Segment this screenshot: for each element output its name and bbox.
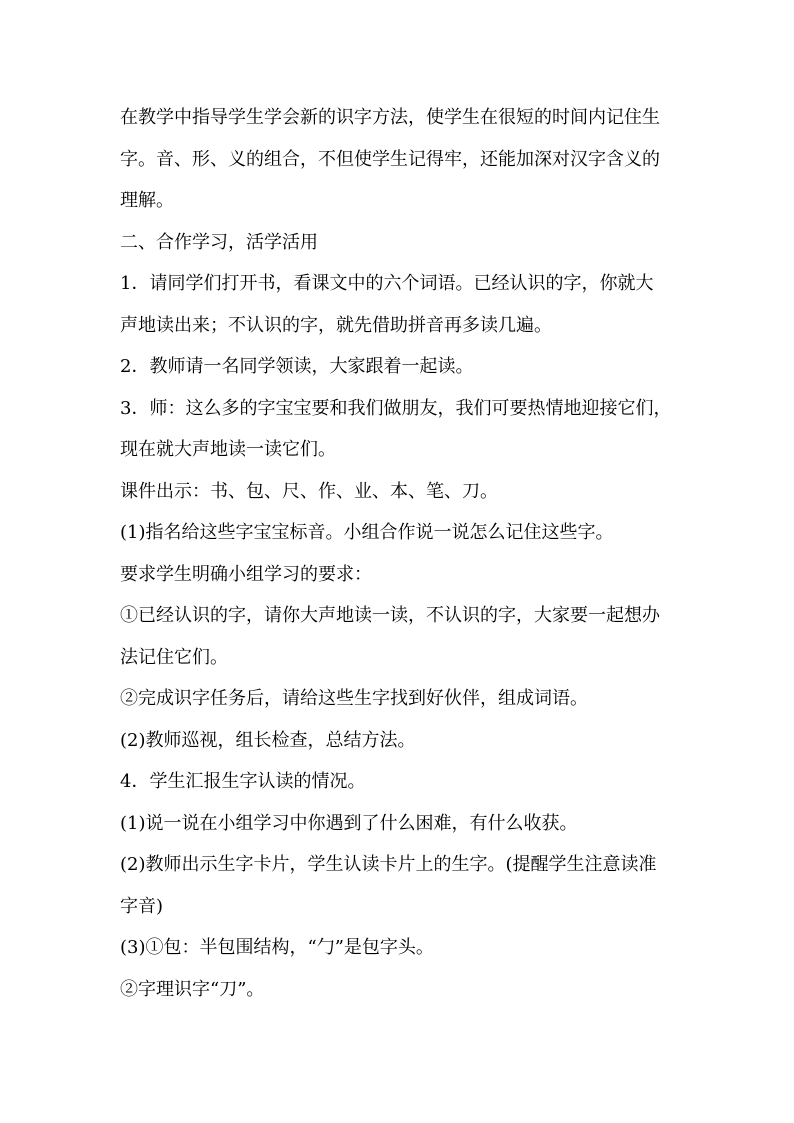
text-line-15: ②完成识字任务后，请给这些生字找到好伙伴，组成词语。 bbox=[120, 688, 588, 709]
text-line-14: 法记住它们。 bbox=[120, 646, 228, 668]
text-line-16: (2)教师巡视，组长检查，总结方法。 bbox=[120, 729, 416, 751]
text-line-6: 声地读出来；不认识的字，就先借助拼音再多读几遍。 bbox=[120, 314, 552, 336]
text-line-8: 3．师：这么多的字宝宝要和我们做朋友，我们可要热情地迎接它们， bbox=[120, 397, 672, 419]
text-line-22: ②字理识字“刀”。 bbox=[120, 978, 265, 1000]
text-line-20: 字音) bbox=[120, 895, 164, 917]
section-heading: 二、合作学习，活学活用 bbox=[120, 231, 318, 253]
text-line-9: 现在就大声地读一读它们。 bbox=[120, 439, 336, 460]
text-line-5: 1．请同学们打开书，看课文中的六个词语。已经认识的字，你就大 bbox=[120, 273, 654, 294]
text-line-13: ①已经认识的字，请你大声地读一读，不认识的字，大家要一起想办 bbox=[120, 605, 660, 626]
text-line-7: 2．教师请一名同学领读，大家跟着一起读。 bbox=[120, 356, 474, 377]
document-body bbox=[120, 97, 680, 1010]
text-line-10: 课件出示：书、包、尺、作、业、本、笔、刀。 bbox=[120, 480, 498, 502]
text-line-21: (3)①包：半包围结构，“勹”是包字头。 bbox=[120, 937, 434, 958]
text-line-2: 字。音、形、义的组合，不但使学生记得牢，还能加深对汉字含义的 bbox=[120, 148, 660, 170]
text-line-12: 要求学生明确小组学习的要求： bbox=[120, 563, 372, 585]
text-line-17: 4．学生汇报生字认读的情况。 bbox=[120, 771, 366, 792]
text-line-11: (1)指名给这些字宝宝标音。小组合作说一说怎么记住这些字。 bbox=[120, 522, 614, 543]
text-line-18: (1)说一说在小组学习中你遇到了什么困难，有什么收获。 bbox=[120, 812, 578, 834]
text-line-19: (2)教师出示生字卡片，学生认读卡片上的生字。(提醒学生注意读准 bbox=[120, 854, 657, 875]
text-line-3: 理解。 bbox=[120, 190, 174, 211]
text-line-1: 在教学中指导学生学会新的识字方法，使学生在很短的时间内记住生 bbox=[120, 107, 660, 128]
